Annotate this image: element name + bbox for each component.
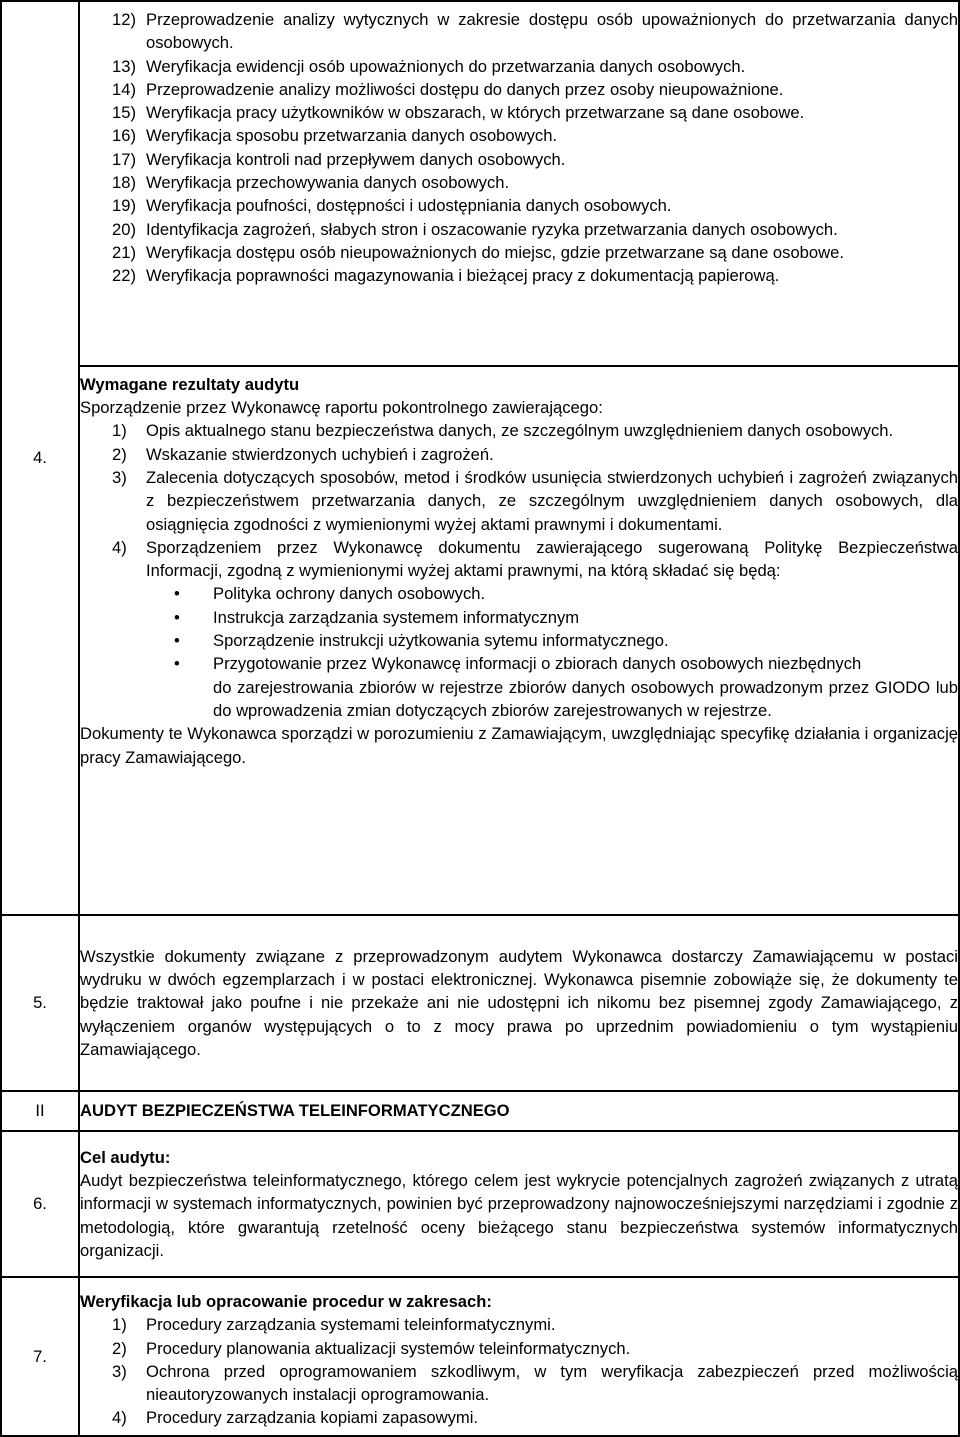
bullet-text: Przygotowanie przez Wykonawcę informacji o zbiorach danych osobowych niezbędnych bbox=[213, 654, 862, 674]
list-item bbox=[80, 194, 958, 217]
table-row bbox=[1, 1131, 959, 1277]
bullet-text: Polityka ochrony danych osobowych. bbox=[213, 584, 486, 604]
row-number: 6. bbox=[33, 1194, 47, 1214]
bullet-item bbox=[80, 676, 958, 723]
list-item-number: 3) bbox=[112, 1361, 127, 1381]
row-number-cell bbox=[1, 1, 79, 915]
row-number: 4. bbox=[33, 448, 47, 468]
list-item-number: 3) bbox=[112, 467, 127, 487]
list-item-number: 13) bbox=[112, 56, 136, 76]
list-item-number: 4) bbox=[112, 1408, 127, 1428]
list-item-number: 4) bbox=[112, 537, 127, 557]
list-item bbox=[80, 1406, 958, 1429]
list-item-text: Weryfikacja poprawności magazynowania i bieżącej pracy z dokumentacją papierową. bbox=[146, 266, 780, 286]
list-item bbox=[80, 419, 958, 442]
list-item-text: Identyfikacja zagrożeń, słabych stron i oszacowanie ryzyka przetwarzania danych osobowych. bbox=[146, 219, 838, 239]
table-row bbox=[1, 366, 959, 915]
list-item-text: Weryfikacja pracy użytkowników w obszarach, w których przetwarzane są dane osobowe. bbox=[146, 103, 805, 123]
bullet-item bbox=[80, 606, 958, 629]
list-item bbox=[80, 1313, 958, 1336]
results-intro: Sporządzenie przez Wykonawcę raportu pokontrolnego zawierającego: bbox=[80, 398, 603, 418]
list-item-text: Procedury zarządzania systemami teleinformatycznymi. bbox=[146, 1315, 556, 1335]
closing-paragraph: Dokumenty te Wykonawca sporządzi w porozumieniu z Zamawiającym, uwzględniając specyfikę działania i organizację pracy Zamawiającego. bbox=[80, 724, 958, 767]
list-item bbox=[80, 536, 958, 583]
scope-list bbox=[80, 8, 958, 288]
list-item-number: 15) bbox=[112, 103, 136, 123]
list-item-text: Procedury zarządzania kopiami zapasowymi. bbox=[146, 1408, 479, 1428]
list-item bbox=[80, 171, 958, 194]
list-item bbox=[80, 78, 958, 101]
results-heading: Wymagane rezultaty audytu bbox=[80, 374, 300, 394]
row-number: 7. bbox=[33, 1346, 47, 1366]
row-content-cell bbox=[79, 1131, 959, 1277]
row-number-cell bbox=[1, 1131, 79, 1277]
list-item-number: 2) bbox=[112, 444, 127, 464]
bullet-icon: • bbox=[174, 654, 180, 674]
list-item-text: Ochrona przed oprogramowaniem szkodliwym, w tym weryfikacja zabezpieczeń przed możliwością nieautoryzowanych instalacji oprogramowania. bbox=[146, 1361, 958, 1405]
list-item-number: 1) bbox=[112, 1315, 127, 1335]
table-row bbox=[1, 1277, 959, 1436]
list-item-text: Weryfikacja kontroli nad przepływem danych osobowych. bbox=[146, 149, 566, 169]
bullet-item bbox=[80, 652, 958, 675]
audit-goal-paragraph: Audyt bezpieczeństwa teleinformatycznego, którego celem jest wykrycie potencjalnych zagrożeń związanych z utratą informacji w systemach informatycznych, powinien być przeprowadzony najnowocześniejszymi narzędziami i zgodnie z metodologią, które gwarantują rzetelność oceny bieżącego stanu bezpieczeństwa systemów informatycznych organizacji. bbox=[80, 1171, 958, 1260]
list-item bbox=[80, 101, 958, 124]
list-item-number: 20) bbox=[112, 219, 136, 239]
list-item-text: Weryfikacja sposobu przetwarzania danych osobowych. bbox=[146, 126, 558, 146]
row-number: 5. bbox=[33, 993, 47, 1013]
list-item-number: 14) bbox=[112, 79, 136, 99]
section-number: II bbox=[35, 1101, 45, 1121]
table-row bbox=[1, 1, 959, 366]
list-item-number: 2) bbox=[112, 1338, 127, 1358]
list-item-text: Zalecenia dotyczących sposobów, metod i środków usunięcia stwierdzonych uchybień i zagrożeń związanych z bezpieczeństwem przetwarzania danych, ze szczególnym uwzględnieniem danych osobowych, dla osiągnięcia zgodności z wymienionymi wyżej aktami prawnymi i dokumentami. bbox=[146, 467, 958, 534]
list-item-number: 17) bbox=[112, 149, 136, 169]
list-item bbox=[80, 1360, 958, 1407]
row-content-cell bbox=[79, 1091, 959, 1131]
list-item-number: 18) bbox=[112, 173, 136, 193]
policy-bullet-list bbox=[80, 582, 958, 722]
list-item bbox=[80, 8, 958, 55]
list-item-text: Weryfikacja ewidencji osób upoważnionych do przetwarzania danych osobowych. bbox=[146, 56, 746, 76]
row-content-cell bbox=[79, 915, 959, 1091]
list-item-text: Przeprowadzenie analizy możliwości dostępu do danych przez osoby nieupoważnione. bbox=[146, 79, 784, 99]
bullet-item bbox=[80, 582, 958, 605]
list-item bbox=[80, 443, 958, 466]
list-item bbox=[80, 55, 958, 78]
list-item bbox=[80, 241, 958, 264]
bullet-text: do zarejestrowania zbiorów w rejestrze zbiorów danych osobowych prowadzonym przez GIODO lub do wprowadzenia zmian dotyczących zbiorów zarejestrowanych w rejestrze. bbox=[213, 677, 958, 720]
list-item bbox=[80, 264, 958, 287]
list-item-text: Weryfikacja poufności, dostępności i udostępniania danych osobowych. bbox=[146, 196, 672, 216]
list-item-number: 16) bbox=[112, 126, 136, 146]
list-item-number: 22) bbox=[112, 266, 136, 286]
procedures-heading: Weryfikacja lub opracowanie procedur w zakresach: bbox=[80, 1292, 492, 1311]
list-item-text: Przeprowadzenie analizy wytycznych w zakresie dostępu osób upoważnionych do przetwarzania danych osobowych. bbox=[146, 10, 958, 53]
list-item-text: Wskazanie stwierdzonych uchybień i zagrożeń. bbox=[146, 444, 494, 464]
list-item-text: Weryfikacja dostępu osób nieupoważnionych do miejsc, gdzie przetwarzane są dane osobowe. bbox=[146, 242, 844, 262]
list-item bbox=[80, 148, 958, 171]
bullet-icon bbox=[146, 676, 213, 723]
row-content-cell bbox=[79, 366, 959, 915]
bullet-icon: • bbox=[174, 631, 180, 651]
procedures-list bbox=[80, 1313, 958, 1429]
row-number-cell bbox=[1, 1277, 79, 1436]
list-item-text: Sporządzeniem przez Wykonawcę dokumentu zawierającego sugerowaną Politykę Bezpieczeństwa Informacji, zgodną z wymienionymi wyżej aktami prawnymi, na którą składać się będą: bbox=[146, 537, 958, 581]
list-item-number: 1) bbox=[112, 421, 127, 441]
section-title: AUDYT BEZPIECZEŃSTWA TELEINFORMATYCZNEGO bbox=[80, 1101, 510, 1121]
list-item-text: Procedury planowania aktualizacji systemów teleinformatycznych. bbox=[146, 1338, 631, 1358]
list-item-number: 21) bbox=[112, 242, 136, 262]
bullet-icon: • bbox=[174, 584, 180, 604]
row-number-cell bbox=[1, 1091, 79, 1131]
list-item-number: 19) bbox=[112, 196, 136, 216]
audit-goal-heading: Cel audytu: bbox=[80, 1147, 171, 1167]
list-item-text: Weryfikacja przechowywania danych osobowych. bbox=[146, 173, 510, 193]
bullet-text: Instrukcja zarządzania systemem informatycznym bbox=[213, 607, 580, 627]
list-item bbox=[80, 1337, 958, 1360]
bullet-icon: • bbox=[174, 607, 180, 627]
list-item bbox=[80, 124, 958, 147]
list-item bbox=[80, 218, 958, 241]
table-row bbox=[1, 1091, 959, 1131]
list-item bbox=[80, 466, 958, 536]
bullet-item bbox=[80, 629, 958, 652]
delivery-paragraph: Wszystkie dokumenty związane z przeprowadzonym audytem Wykonawca dostarczy Zamawiającemu w postaci wydruku w dwóch egzemplarzach i w postaci elektronicznej. Wykonawca pisemnie zobowiąże się, że dokumenty te będzie traktował jako poufne i nie przekaże ani nie udostępni ich nikomu bez pisemnej zgody Zamawiającego, z wyłączeniem organów występujących o to z mocy prawa po uprzednim powiadomieniu o tym wystąpieniu Zamawiającego. bbox=[80, 946, 958, 1059]
results-list bbox=[80, 419, 958, 582]
bullet-text: Sporządzenie instrukcji użytkowania sytemu informatycznego. bbox=[213, 631, 669, 651]
list-item-text: Opis aktualnego stanu bezpieczeństwa danych, ze szczególnym uwzględnieniem danych osobowych. bbox=[146, 421, 894, 441]
list-item-number: 12) bbox=[112, 10, 136, 29]
row-content-cell bbox=[79, 1277, 959, 1436]
row-number-cell bbox=[1, 915, 79, 1091]
row-content-cell bbox=[79, 1, 959, 366]
table-row bbox=[1, 915, 959, 1091]
